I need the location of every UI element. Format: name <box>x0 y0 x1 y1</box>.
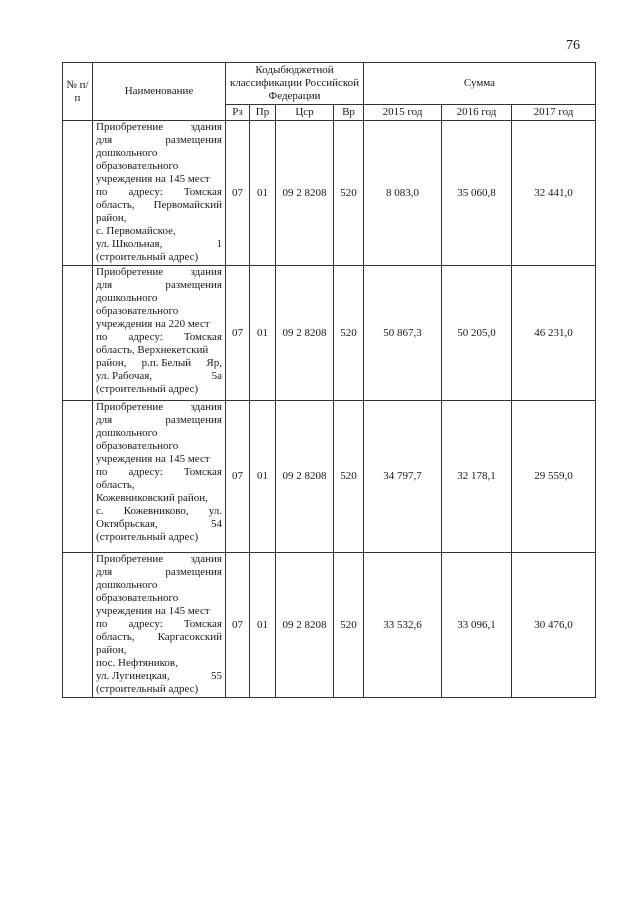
header-num: № п/п <box>63 63 93 121</box>
name-line <box>96 401 222 414</box>
name-word: учреждения на 145 мест <box>96 605 210 617</box>
cell-pr: 01 <box>250 121 276 266</box>
name-word: учреждения на 145 мест <box>96 173 210 185</box>
name-word: Томская <box>183 618 222 630</box>
name-word: Приобретение <box>96 401 164 413</box>
name-word: образовательного <box>96 592 179 604</box>
name-word: Приобретение <box>96 553 164 565</box>
name-word: Октябрьская, <box>96 518 158 530</box>
name-word: размещения <box>165 566 222 578</box>
name-word: с. <box>96 505 104 517</box>
name-word: (строительный адрес) <box>96 683 199 695</box>
header-codes-group: Кодыбюджетной классификации Российской Федерации <box>226 63 364 105</box>
cell-num <box>63 553 93 698</box>
name-word: район, <box>96 644 127 656</box>
name-word: здания <box>190 401 222 413</box>
name-word: для <box>96 566 113 578</box>
name-line <box>96 531 222 544</box>
name-word: ул. <box>208 505 222 517</box>
header-csr: Цср <box>276 105 334 121</box>
name-word: дошкольного <box>96 292 158 304</box>
name-word: образовательного <box>96 305 179 317</box>
name-word: адресу: <box>128 331 163 343</box>
name-word: Кожевниково, <box>123 505 189 517</box>
name-word: образовательного <box>96 160 179 172</box>
name-line <box>96 134 222 147</box>
name-word: ул. Лугинецкая, <box>96 670 170 682</box>
name-line <box>96 414 222 427</box>
cell-2017: 29 559,0 <box>512 401 596 553</box>
cell-rz: 07 <box>226 121 250 266</box>
name-line <box>96 279 222 292</box>
cell-2016: 33 096,1 <box>442 553 512 698</box>
cell-rz: 07 <box>226 553 250 698</box>
name-line <box>96 492 222 505</box>
cell-pr: 01 <box>250 553 276 698</box>
name-line <box>96 479 222 492</box>
name-word: область, <box>96 199 135 211</box>
name-word: дошкольного <box>96 579 158 591</box>
cell-2015: 34 797,7 <box>364 401 442 553</box>
cell-2017: 32 441,0 <box>512 121 596 266</box>
name-line <box>96 631 222 644</box>
name-word: 5а <box>211 370 222 382</box>
name-word: учреждения на 145 мест <box>96 453 210 465</box>
name-word: Приобретение <box>96 121 164 133</box>
name-word: для <box>96 134 113 146</box>
name-line <box>96 186 222 199</box>
cell-pr: 01 <box>250 401 276 553</box>
name-word: 54 <box>211 518 222 530</box>
name-word: здания <box>190 553 222 565</box>
name-line <box>96 592 222 605</box>
name-word: дошкольного <box>96 427 158 439</box>
name-word: пос. Нефтяников, <box>96 657 178 669</box>
cell-name <box>93 553 226 698</box>
name-line <box>96 618 222 631</box>
name-word: размещения <box>165 414 222 426</box>
name-word: Кожевниковский район, <box>96 492 208 504</box>
name-word: (строительный адрес) <box>96 251 199 263</box>
name-line <box>96 121 222 134</box>
name-line <box>96 251 222 264</box>
name-word: область, <box>96 479 135 491</box>
cell-csr: 09 2 8208 <box>276 121 334 266</box>
page-number: 76 <box>566 38 580 53</box>
name-word: 55 <box>211 670 222 682</box>
cell-pr: 01 <box>250 266 276 401</box>
name-line <box>96 318 222 331</box>
cell-csr: 09 2 8208 <box>276 553 334 698</box>
cell-csr: 09 2 8208 <box>276 401 334 553</box>
header-name: Наименование <box>93 63 226 121</box>
cell-vr: 520 <box>334 553 364 698</box>
cell-2017: 46 231,0 <box>512 266 596 401</box>
cell-2015: 33 532,6 <box>364 553 442 698</box>
cell-vr: 520 <box>334 266 364 401</box>
name-word: здания <box>190 266 222 278</box>
table-row <box>63 266 596 401</box>
name-line <box>96 453 222 466</box>
cell-2016: 35 060,8 <box>442 121 512 266</box>
name-line <box>96 566 222 579</box>
table-row <box>63 553 596 698</box>
cell-csr: 09 2 8208 <box>276 266 334 401</box>
name-word: ул. Рабочая, <box>96 370 153 382</box>
name-word: (строительный адрес) <box>96 531 199 543</box>
cell-2017: 30 476,0 <box>512 553 596 698</box>
name-line <box>96 553 222 566</box>
name-line <box>96 670 222 683</box>
name-word: 1 <box>216 238 222 250</box>
name-line <box>96 518 222 531</box>
name-line <box>96 225 222 238</box>
header-sum-group: Сумма <box>364 63 596 105</box>
name-line <box>96 331 222 344</box>
header-2017: 2017 год <box>512 105 596 121</box>
name-line <box>96 383 222 396</box>
cell-vr: 520 <box>334 401 364 553</box>
name-word: область, <box>96 631 135 643</box>
name-line <box>96 657 222 670</box>
name-word: дошкольного <box>96 147 158 159</box>
name-word: по <box>96 618 108 630</box>
name-word: по <box>96 186 108 198</box>
name-line <box>96 199 222 212</box>
name-word: область, Верхнекетский <box>96 344 209 356</box>
name-line <box>96 466 222 479</box>
name-word: Яр, <box>206 357 222 369</box>
name-word: размещения <box>165 279 222 291</box>
name-line <box>96 212 222 225</box>
cell-2016: 32 178,1 <box>442 401 512 553</box>
cell-2016: 50 205,0 <box>442 266 512 401</box>
cell-rz: 07 <box>226 266 250 401</box>
header-2016: 2016 год <box>442 105 512 121</box>
table-row <box>63 401 596 553</box>
cell-vr: 520 <box>334 121 364 266</box>
name-line <box>96 147 222 160</box>
cell-num <box>63 121 93 266</box>
name-word: район, <box>96 357 127 369</box>
name-word: адресу: <box>128 618 163 630</box>
name-word: Томская <box>183 331 222 343</box>
cell-num <box>63 266 93 401</box>
name-line <box>96 173 222 186</box>
name-word: Томская <box>183 466 222 478</box>
name-word: (строительный адрес) <box>96 383 199 395</box>
name-line <box>96 160 222 173</box>
name-line <box>96 427 222 440</box>
name-word: по <box>96 331 108 343</box>
name-line <box>96 579 222 592</box>
name-word: Томская <box>183 186 222 198</box>
name-word: для <box>96 414 113 426</box>
name-line <box>96 683 222 696</box>
name-word: район, <box>96 212 127 224</box>
name-word: по <box>96 466 108 478</box>
name-word: здания <box>190 121 222 133</box>
name-line <box>96 505 222 518</box>
cell-num <box>63 401 93 553</box>
name-line <box>96 305 222 318</box>
name-line <box>96 292 222 305</box>
name-line <box>96 370 222 383</box>
name-word: ул. Школьная, <box>96 238 163 250</box>
name-line <box>96 266 222 279</box>
table-row <box>63 121 596 266</box>
cell-name <box>93 401 226 553</box>
name-word: Приобретение <box>96 266 164 278</box>
name-word: образовательного <box>96 440 179 452</box>
name-line <box>96 357 222 370</box>
name-line <box>96 644 222 657</box>
name-line <box>96 440 222 453</box>
name-word: Каргасокский <box>157 631 222 643</box>
budget-table <box>62 62 596 698</box>
cell-rz: 07 <box>226 401 250 553</box>
header-row-top <box>63 63 596 105</box>
name-line <box>96 605 222 618</box>
header-vr: Вр <box>334 105 364 121</box>
name-word: учреждения на 220 мест <box>96 318 210 330</box>
name-word: адресу: <box>128 466 163 478</box>
name-word: р.п. Белый <box>141 357 192 369</box>
header-rz: Рз <box>226 105 250 121</box>
table-body <box>63 121 596 698</box>
name-line <box>96 344 222 357</box>
cell-name <box>93 121 226 266</box>
name-word: размещения <box>165 134 222 146</box>
name-word: для <box>96 279 113 291</box>
name-word: адресу: <box>128 186 163 198</box>
cell-2015: 50 867,3 <box>364 266 442 401</box>
cell-name <box>93 266 226 401</box>
name-word: с. Первомайское, <box>96 225 176 237</box>
name-line <box>96 238 222 251</box>
header-pr: Пр <box>250 105 276 121</box>
header-2015: 2015 год <box>364 105 442 121</box>
name-word: Первомайский <box>153 199 222 211</box>
cell-2015: 8 083,0 <box>364 121 442 266</box>
